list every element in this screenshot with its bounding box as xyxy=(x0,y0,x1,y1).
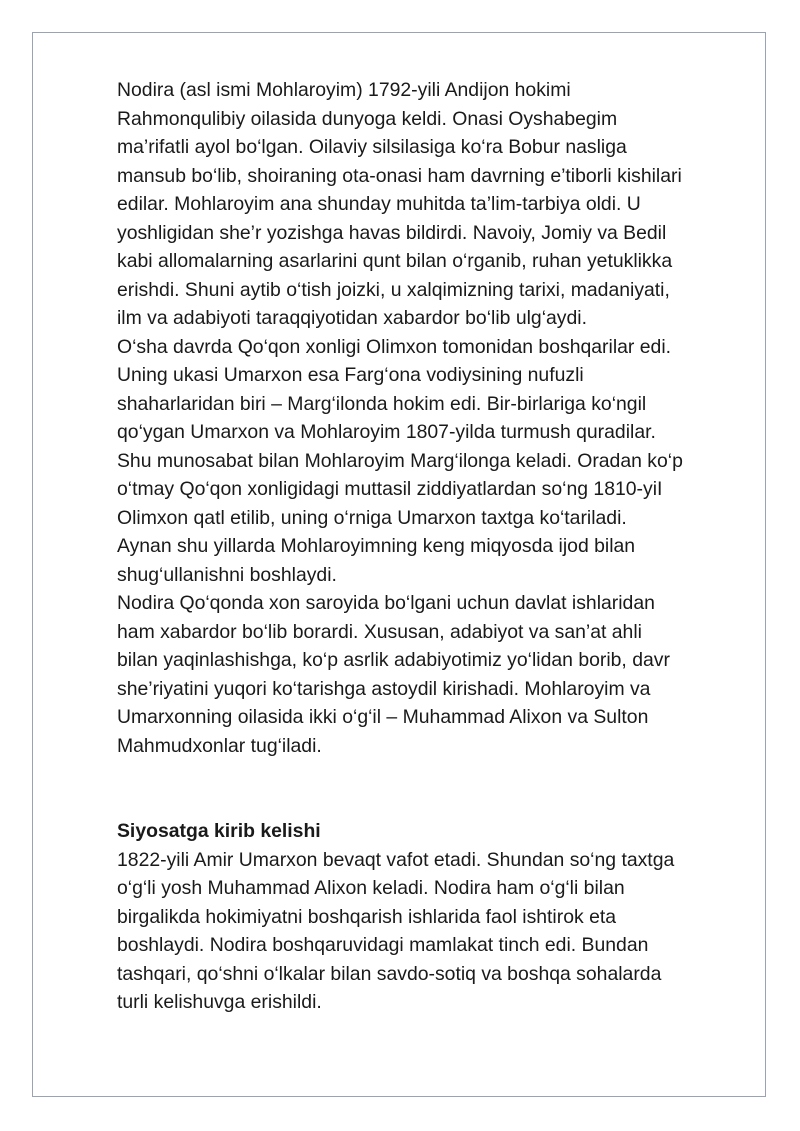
document-body xyxy=(117,76,749,1017)
paragraph-biography-birth: Nodira (asl ismi Mohlaroyim) 1792-yili Andijon hokimi Rahmonqulibiy oilasida dunyoga keldi. Onasi Oyshabegim ma’rifatli ayol bo‘lgan. Oilaviy silsilasiga ko‘ra Bobur nasliga mansub bo‘lib, shoiraning ota-onasi ham davrning e’tiborli kishilari edilar. Mohlaroyim ana shunday muhitda ta’lim-tarbiya oldi. U yoshligidan she’r yozishga havas bildirdi. Navoiy, Jomiy va Bedil kabi allomalarning asarlarini qunt bilan o‘rganib, ruhan yetuklikka erishdi. Shuni aytib o‘tish joizki, u xalqimizning tarixi, madaniyati, ilm va adabiyoti taraqqiyotidan xabardor bo‘lib ulg‘aydi. xyxy=(117,79,682,329)
section-heading: Siyosatga kirib kelishi xyxy=(117,820,321,842)
document-page xyxy=(32,32,766,1097)
paragraph-spacer xyxy=(117,760,749,817)
paragraph-politics: 1822-yili Amir Umarxon bevaqt vafot etadi. Shundan so‘ng taxtga o‘g‘li yosh Muhammad Alixon keladi. Nodira ham o‘g‘li bilan birgalikda hokimiyatni boshqarish ishlarida faol ishtirok eta boshlaydi. Nodira boshqaruvidagi mamlakat tinch edi. Bundan tashqari, qo‘shni o‘lkalar bilan savdo-sotiq va boshqa sohalarda turli kelishuvga erishildi. xyxy=(117,848,675,1013)
paragraph-biography-court: Nodira Qo‘qonda xon saroyida bo‘lgani uchun davlat ishlaridan ham xabardor bo‘lib borardi. Xususan, adabiyot va san’at ahli bilan yaqinlashishga, ko‘p asrlik adabiyotimiz yo‘lidan borib, davr she’riyatini yuqori ko‘tarishga astoydil kirishadi. Mohlaroyim va Umarxonning oilasida ikki o‘g‘il – Muhammad Alixon va Sulton Mahmudxonlar tug‘iladi. xyxy=(117,592,670,757)
paragraph-biography-marriage: O‘sha davrda Qo‘qon xonligi Olimxon tomonidan boshqarilar edi. Uning ukasi Umarxon esa Farg‘ona vodiysining nufuzli shaharlaridan biri – Marg‘ilonda hokim edi. Bir-birlariga ko‘ngil qo‘ygan Umarxon va Mohlaroyim 1807-yilda turmush quradilar. Shu munosabat bilan Mohlaroyim Marg‘ilonga keladi. Oradan ko‘p o‘tmay Qo‘qon xonligidagi muttasil ziddiyatlardan so‘ng 1810-yiI Olimxon qatl etilib, uning o‘rniga Umarxon taxtga ko‘tariladi. Aynan shu yillarda Mohlaroyimning keng miqyosda ijod bilan shug‘ullanishni boshlaydi. xyxy=(117,335,683,586)
